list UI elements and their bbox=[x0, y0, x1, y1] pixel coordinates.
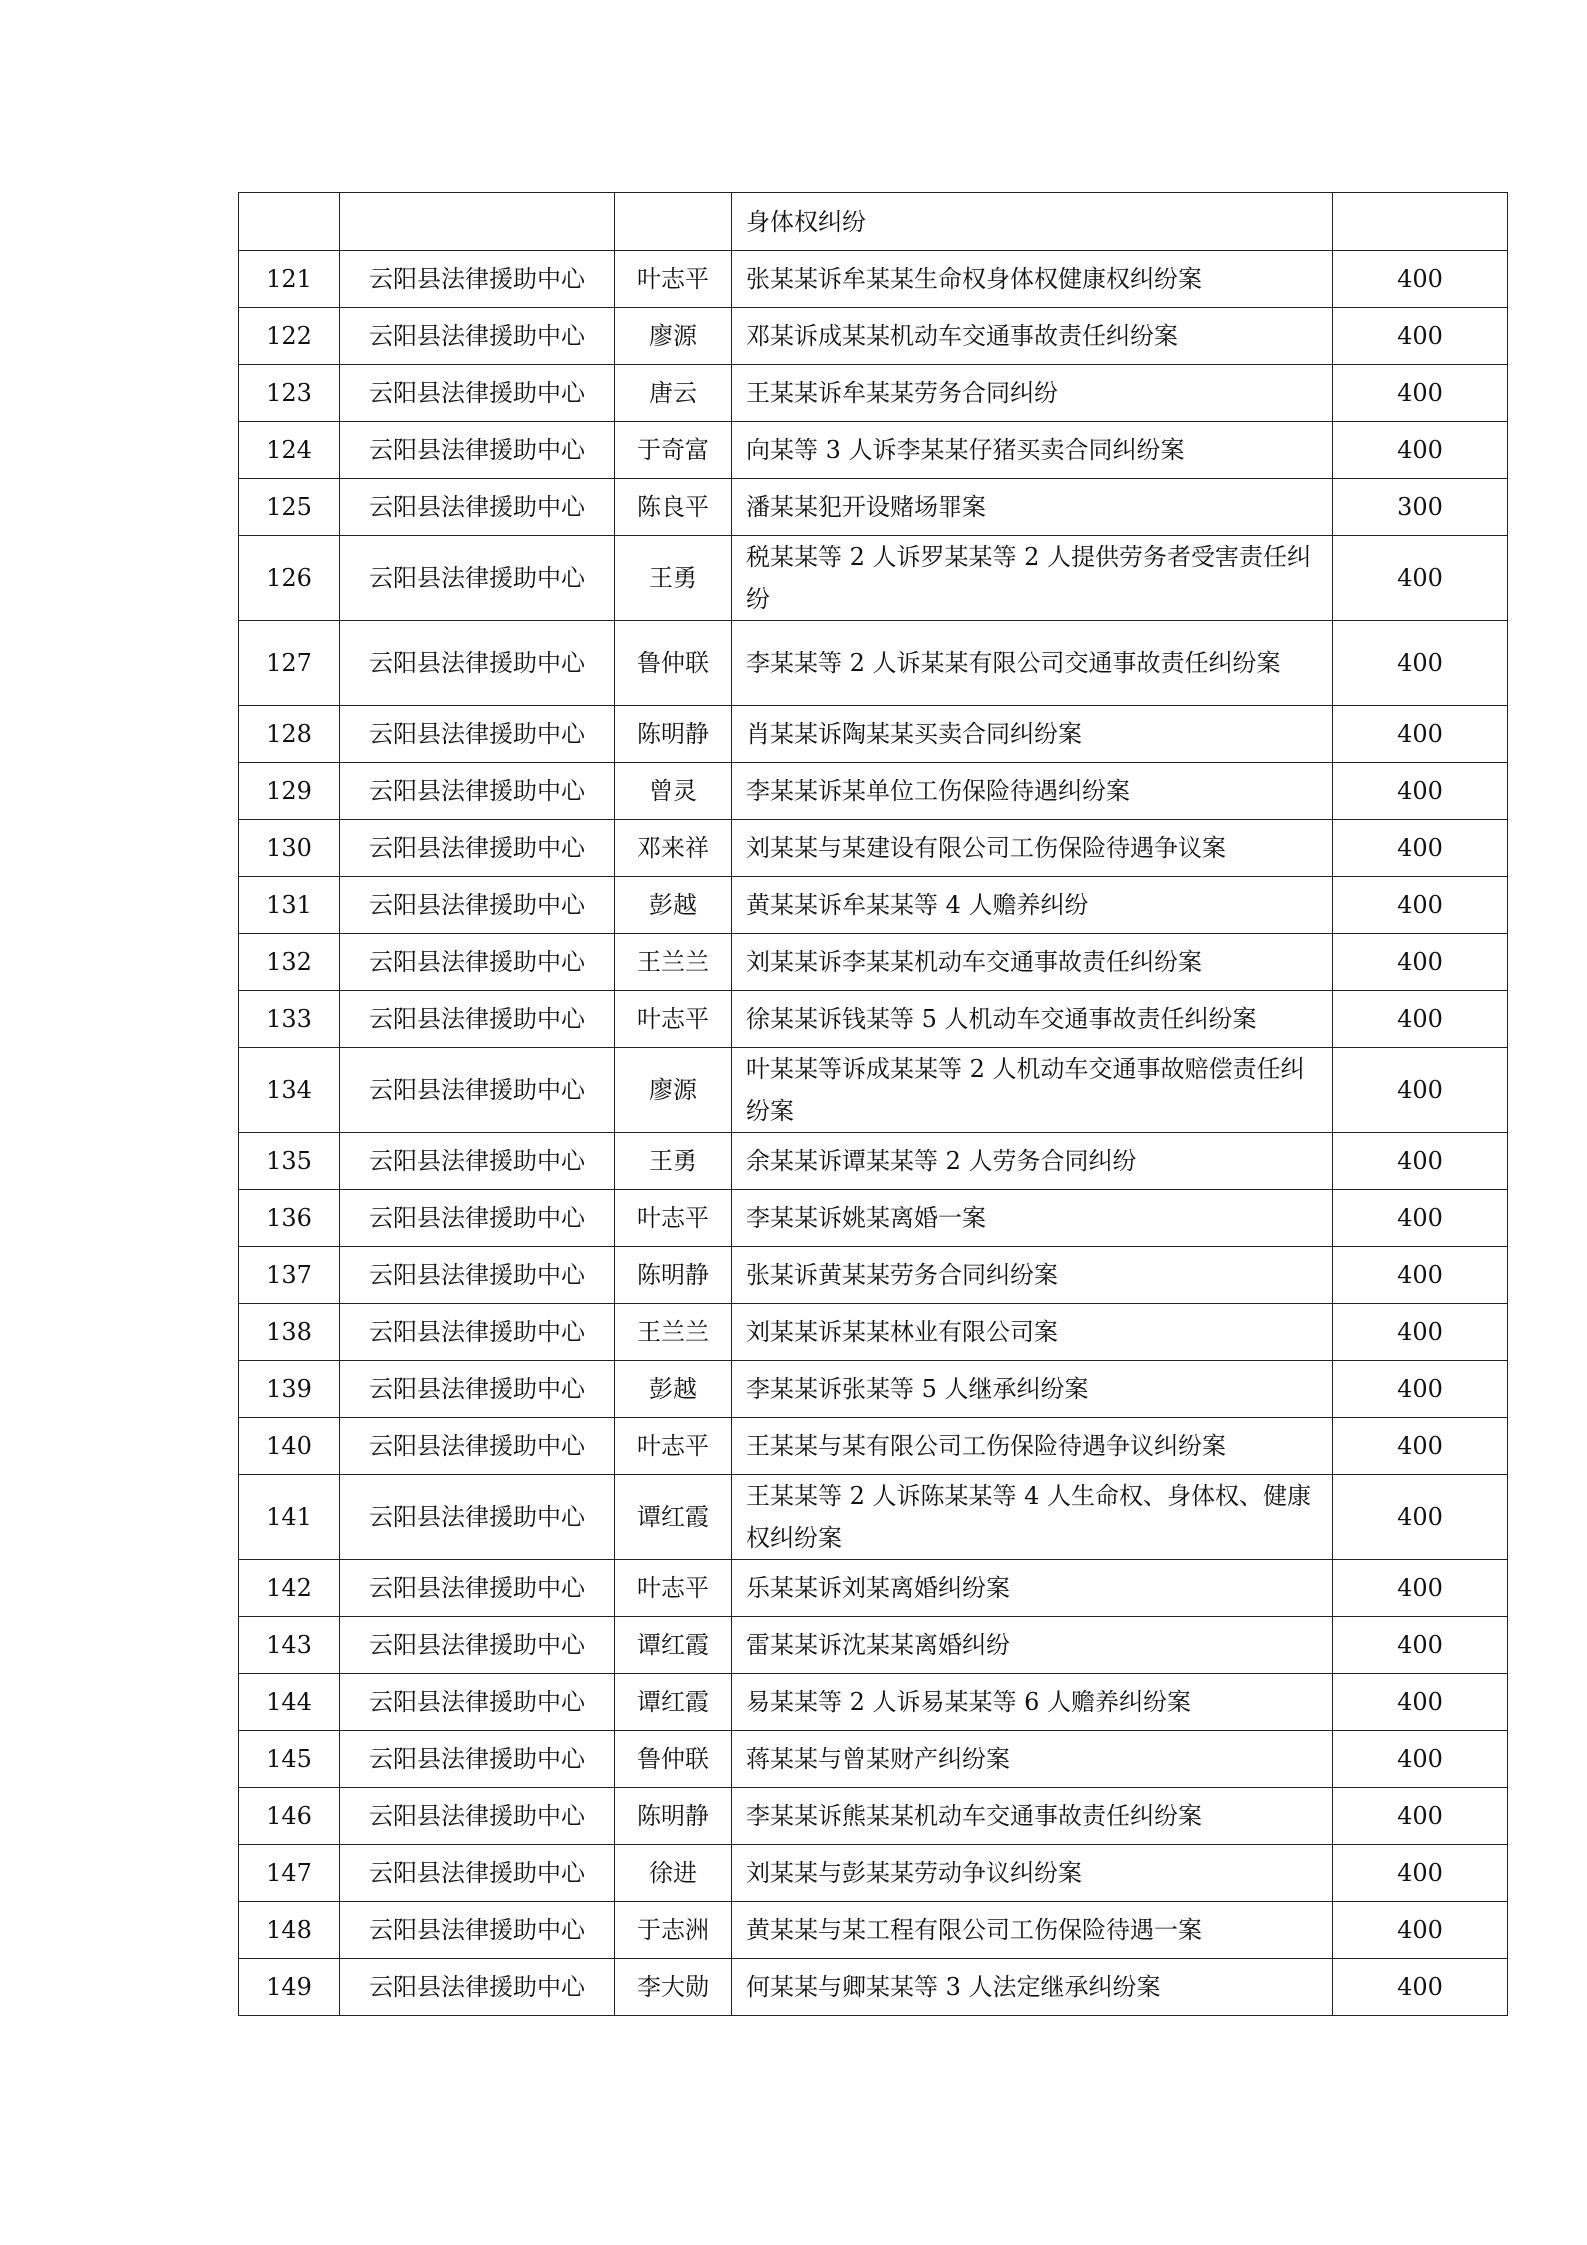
organization-cell: 云阳县法律援助中心 bbox=[340, 1845, 615, 1902]
case-number-cell: 131 bbox=[239, 877, 340, 934]
case-description-cell: 王某某诉牟某某劳务合同纠纷 bbox=[732, 365, 1333, 422]
subsidy-amount-cell: 400 bbox=[1333, 877, 1508, 934]
case-number-cell: 138 bbox=[239, 1304, 340, 1361]
subsidy-amount-cell: 400 bbox=[1333, 1190, 1508, 1247]
organization-cell: 云阳县法律援助中心 bbox=[340, 1617, 615, 1674]
table-row bbox=[239, 763, 1508, 820]
case-number-cell: 143 bbox=[239, 1617, 340, 1674]
case-number-cell: 129 bbox=[239, 763, 340, 820]
lawyer-name-cell: 叶志平 bbox=[615, 251, 732, 308]
lawyer-name-cell: 王勇 bbox=[615, 536, 732, 621]
subsidy-amount-cell: 400 bbox=[1333, 1617, 1508, 1674]
table-row bbox=[239, 193, 1508, 251]
case-number-cell: 137 bbox=[239, 1247, 340, 1304]
case-number-cell: 130 bbox=[239, 820, 340, 877]
case-description-cell: 张某某诉牟某某生命权身体权健康权纠纷案 bbox=[732, 251, 1333, 308]
table-row bbox=[239, 365, 1508, 422]
table-body bbox=[239, 193, 1508, 2016]
case-number-cell: 124 bbox=[239, 422, 340, 479]
case-number-cell: 134 bbox=[239, 1048, 340, 1133]
lawyer-name-cell: 陈明静 bbox=[615, 706, 732, 763]
organization-cell: 云阳县法律援助中心 bbox=[340, 820, 615, 877]
subsidy-amount-cell: 400 bbox=[1333, 621, 1508, 706]
organization-cell: 云阳县法律援助中心 bbox=[340, 934, 615, 991]
subsidy-amount-cell: 400 bbox=[1333, 1361, 1508, 1418]
lawyer-name-cell: 叶志平 bbox=[615, 1418, 732, 1475]
legal-aid-case-table bbox=[238, 192, 1508, 2016]
organization-cell: 云阳县法律援助中心 bbox=[340, 877, 615, 934]
organization-cell: 云阳县法律援助中心 bbox=[340, 1560, 615, 1617]
subsidy-amount-cell: 400 bbox=[1333, 1048, 1508, 1133]
case-number-cell: 149 bbox=[239, 1959, 340, 2016]
organization-cell: 云阳县法律援助中心 bbox=[340, 1190, 615, 1247]
case-description-cell: 刘某某与彭某某劳动争议纠纷案 bbox=[732, 1845, 1333, 1902]
table-row bbox=[239, 934, 1508, 991]
subsidy-amount-cell: 400 bbox=[1333, 991, 1508, 1048]
subsidy-amount-cell bbox=[1333, 193, 1508, 251]
organization-cell: 云阳县法律援助中心 bbox=[340, 1475, 615, 1560]
table-row bbox=[239, 621, 1508, 706]
lawyer-name-cell: 王勇 bbox=[615, 1133, 732, 1190]
case-description-cell: 向某等 3 人诉李某某仔猪买卖合同纠纷案 bbox=[732, 422, 1333, 479]
case-number-cell: 139 bbox=[239, 1361, 340, 1418]
subsidy-amount-cell: 400 bbox=[1333, 1902, 1508, 1959]
subsidy-amount-cell: 400 bbox=[1333, 365, 1508, 422]
lawyer-name-cell: 谭红霞 bbox=[615, 1475, 732, 1560]
lawyer-name-cell: 陈良平 bbox=[615, 479, 732, 536]
organization-cell: 云阳县法律援助中心 bbox=[340, 479, 615, 536]
subsidy-amount-cell: 400 bbox=[1333, 308, 1508, 365]
case-description-cell: 李某某诉某单位工伤保险待遇纠纷案 bbox=[732, 763, 1333, 820]
lawyer-name-cell: 叶志平 bbox=[615, 991, 732, 1048]
subsidy-amount-cell: 400 bbox=[1333, 1560, 1508, 1617]
case-description-cell: 税某某等 2 人诉罗某某等 2 人提供劳务者受害责任纠纷 bbox=[732, 536, 1333, 621]
case-description-cell: 刘某某诉某某林业有限公司案 bbox=[732, 1304, 1333, 1361]
case-description-cell: 身体权纠纷 bbox=[732, 193, 1333, 251]
organization-cell: 云阳县法律援助中心 bbox=[340, 1133, 615, 1190]
table-row bbox=[239, 1731, 1508, 1788]
subsidy-amount-cell: 400 bbox=[1333, 1731, 1508, 1788]
case-number-cell: 125 bbox=[239, 479, 340, 536]
organization-cell: 云阳县法律援助中心 bbox=[340, 1731, 615, 1788]
case-description-cell: 刘某某诉李某某机动车交通事故责任纠纷案 bbox=[732, 934, 1333, 991]
case-description-cell: 黄某某与某工程有限公司工伤保险待遇一案 bbox=[732, 1902, 1333, 1959]
subsidy-amount-cell: 400 bbox=[1333, 1247, 1508, 1304]
organization-cell: 云阳县法律援助中心 bbox=[340, 991, 615, 1048]
table-row bbox=[239, 1418, 1508, 1475]
case-description-cell: 李某某等 2 人诉某某有限公司交通事故责任纠纷案 bbox=[732, 621, 1333, 706]
table-row bbox=[239, 1902, 1508, 1959]
subsidy-amount-cell: 400 bbox=[1333, 536, 1508, 621]
table-row bbox=[239, 1845, 1508, 1902]
organization-cell: 云阳县法律援助中心 bbox=[340, 706, 615, 763]
table-row bbox=[239, 1674, 1508, 1731]
subsidy-amount-cell: 300 bbox=[1333, 479, 1508, 536]
subsidy-amount-cell: 400 bbox=[1333, 706, 1508, 763]
case-description-cell: 邓某诉成某某机动车交通事故责任纠纷案 bbox=[732, 308, 1333, 365]
lawyer-name-cell: 廖源 bbox=[615, 308, 732, 365]
lawyer-name-cell: 徐进 bbox=[615, 1845, 732, 1902]
organization-cell: 云阳县法律援助中心 bbox=[340, 308, 615, 365]
subsidy-amount-cell: 400 bbox=[1333, 763, 1508, 820]
lawyer-name-cell: 王兰兰 bbox=[615, 1304, 732, 1361]
case-description-cell: 李某某诉姚某离婚一案 bbox=[732, 1190, 1333, 1247]
case-description-cell: 何某某与卿某某等 3 人法定继承纠纷案 bbox=[732, 1959, 1333, 2016]
table-row bbox=[239, 1959, 1508, 2016]
table-row bbox=[239, 1247, 1508, 1304]
case-number-cell: 142 bbox=[239, 1560, 340, 1617]
case-description-cell: 易某某等 2 人诉易某某等 6 人赡养纠纷案 bbox=[732, 1674, 1333, 1731]
table-row bbox=[239, 706, 1508, 763]
lawyer-name-cell: 唐云 bbox=[615, 365, 732, 422]
case-description-cell: 张某诉黄某某劳务合同纠纷案 bbox=[732, 1247, 1333, 1304]
table-row bbox=[239, 536, 1508, 621]
case-number-cell: 144 bbox=[239, 1674, 340, 1731]
table-row bbox=[239, 479, 1508, 536]
lawyer-name-cell: 彭越 bbox=[615, 1361, 732, 1418]
lawyer-name-cell: 叶志平 bbox=[615, 1560, 732, 1617]
case-description-cell: 李某某诉张某等 5 人继承纠纷案 bbox=[732, 1361, 1333, 1418]
case-description-cell: 余某某诉谭某某等 2 人劳务合同纠纷 bbox=[732, 1133, 1333, 1190]
case-number-cell: 135 bbox=[239, 1133, 340, 1190]
lawyer-name-cell: 叶志平 bbox=[615, 1190, 732, 1247]
subsidy-amount-cell: 400 bbox=[1333, 422, 1508, 479]
subsidy-amount-cell: 400 bbox=[1333, 820, 1508, 877]
table-row bbox=[239, 1304, 1508, 1361]
organization-cell: 云阳县法律援助中心 bbox=[340, 422, 615, 479]
table-row bbox=[239, 1133, 1508, 1190]
case-description-cell: 徐某某诉钱某等 5 人机动车交通事故责任纠纷案 bbox=[732, 991, 1333, 1048]
organization-cell: 云阳县法律援助中心 bbox=[340, 1674, 615, 1731]
organization-cell: 云阳县法律援助中心 bbox=[340, 365, 615, 422]
lawyer-name-cell: 李大勋 bbox=[615, 1959, 732, 2016]
case-number-cell: 147 bbox=[239, 1845, 340, 1902]
organization-cell: 云阳县法律援助中心 bbox=[340, 1361, 615, 1418]
case-description-cell: 黄某某诉牟某某等 4 人赡养纠纷 bbox=[732, 877, 1333, 934]
table-row bbox=[239, 991, 1508, 1048]
lawyer-name-cell: 陈明静 bbox=[615, 1788, 732, 1845]
case-description-cell: 雷某某诉沈某某离婚纠纷 bbox=[732, 1617, 1333, 1674]
organization-cell: 云阳县法律援助中心 bbox=[340, 1959, 615, 2016]
case-description-cell: 王某某等 2 人诉陈某某等 4 人生命权、身体权、健康权纠纷案 bbox=[732, 1475, 1333, 1560]
table-row bbox=[239, 1048, 1508, 1133]
organization-cell: 云阳县法律援助中心 bbox=[340, 536, 615, 621]
table-row bbox=[239, 877, 1508, 934]
subsidy-amount-cell: 400 bbox=[1333, 1845, 1508, 1902]
table-row bbox=[239, 1560, 1508, 1617]
organization-cell: 云阳县法律援助中心 bbox=[340, 1247, 615, 1304]
table-row bbox=[239, 422, 1508, 479]
organization-cell: 云阳县法律援助中心 bbox=[340, 763, 615, 820]
case-number-cell: 121 bbox=[239, 251, 340, 308]
table-row bbox=[239, 1475, 1508, 1560]
table-row bbox=[239, 1788, 1508, 1845]
lawyer-name-cell: 曾灵 bbox=[615, 763, 732, 820]
case-description-cell: 刘某某与某建设有限公司工伤保险待遇争议案 bbox=[732, 820, 1333, 877]
subsidy-amount-cell: 400 bbox=[1333, 934, 1508, 991]
case-description-cell: 肖某某诉陶某某买卖合同纠纷案 bbox=[732, 706, 1333, 763]
lawyer-name-cell: 于奇富 bbox=[615, 422, 732, 479]
case-number-cell: 136 bbox=[239, 1190, 340, 1247]
lawyer-name-cell: 王兰兰 bbox=[615, 934, 732, 991]
organization-cell: 云阳县法律援助中心 bbox=[340, 1902, 615, 1959]
lawyer-name-cell: 鲁仲联 bbox=[615, 1731, 732, 1788]
case-number-cell: 126 bbox=[239, 536, 340, 621]
organization-cell: 云阳县法律援助中心 bbox=[340, 1418, 615, 1475]
case-number-cell bbox=[239, 193, 340, 251]
case-number-cell: 128 bbox=[239, 706, 340, 763]
case-description-cell: 潘某某犯开设赌场罪案 bbox=[732, 479, 1333, 536]
organization-cell: 云阳县法律援助中心 bbox=[340, 1788, 615, 1845]
subsidy-amount-cell: 400 bbox=[1333, 1959, 1508, 2016]
table-row bbox=[239, 1617, 1508, 1674]
subsidy-amount-cell: 400 bbox=[1333, 1304, 1508, 1361]
subsidy-amount-cell: 400 bbox=[1333, 1788, 1508, 1845]
subsidy-amount-cell: 400 bbox=[1333, 1674, 1508, 1731]
subsidy-amount-cell: 400 bbox=[1333, 1133, 1508, 1190]
case-number-cell: 145 bbox=[239, 1731, 340, 1788]
table-row bbox=[239, 251, 1508, 308]
lawyer-name-cell: 彭越 bbox=[615, 877, 732, 934]
case-number-cell: 123 bbox=[239, 365, 340, 422]
table-row bbox=[239, 1361, 1508, 1418]
lawyer-name-cell: 谭红霞 bbox=[615, 1617, 732, 1674]
case-number-cell: 122 bbox=[239, 308, 340, 365]
table-row bbox=[239, 308, 1508, 365]
subsidy-amount-cell: 400 bbox=[1333, 1418, 1508, 1475]
case-number-cell: 141 bbox=[239, 1475, 340, 1560]
organization-cell: 云阳县法律援助中心 bbox=[340, 1048, 615, 1133]
case-number-cell: 148 bbox=[239, 1902, 340, 1959]
case-number-cell: 146 bbox=[239, 1788, 340, 1845]
lawyer-name-cell: 谭红霞 bbox=[615, 1674, 732, 1731]
case-description-cell: 李某某诉熊某某机动车交通事故责任纠纷案 bbox=[732, 1788, 1333, 1845]
lawyer-name-cell: 廖源 bbox=[615, 1048, 732, 1133]
case-number-cell: 140 bbox=[239, 1418, 340, 1475]
table-row bbox=[239, 820, 1508, 877]
case-description-cell: 王某某与某有限公司工伤保险待遇争议纠纷案 bbox=[732, 1418, 1333, 1475]
case-number-cell: 132 bbox=[239, 934, 340, 991]
table-row bbox=[239, 1190, 1508, 1247]
case-description-cell: 蒋某某与曾某财产纠纷案 bbox=[732, 1731, 1333, 1788]
case-number-cell: 127 bbox=[239, 621, 340, 706]
subsidy-amount-cell: 400 bbox=[1333, 251, 1508, 308]
lawyer-name-cell: 邓来祥 bbox=[615, 820, 732, 877]
organization-cell bbox=[340, 193, 615, 251]
lawyer-name-cell: 鲁仲联 bbox=[615, 621, 732, 706]
lawyer-name-cell bbox=[615, 193, 732, 251]
subsidy-amount-cell: 400 bbox=[1333, 1475, 1508, 1560]
organization-cell: 云阳县法律援助中心 bbox=[340, 621, 615, 706]
organization-cell: 云阳县法律援助中心 bbox=[340, 251, 615, 308]
organization-cell: 云阳县法律援助中心 bbox=[340, 1304, 615, 1361]
case-number-cell: 133 bbox=[239, 991, 340, 1048]
lawyer-name-cell: 陈明静 bbox=[615, 1247, 732, 1304]
case-description-cell: 叶某某等诉成某某等 2 人机动车交通事故赔偿责任纠纷案 bbox=[732, 1048, 1333, 1133]
lawyer-name-cell: 于志洲 bbox=[615, 1902, 732, 1959]
case-description-cell: 乐某某诉刘某离婚纠纷案 bbox=[732, 1560, 1333, 1617]
